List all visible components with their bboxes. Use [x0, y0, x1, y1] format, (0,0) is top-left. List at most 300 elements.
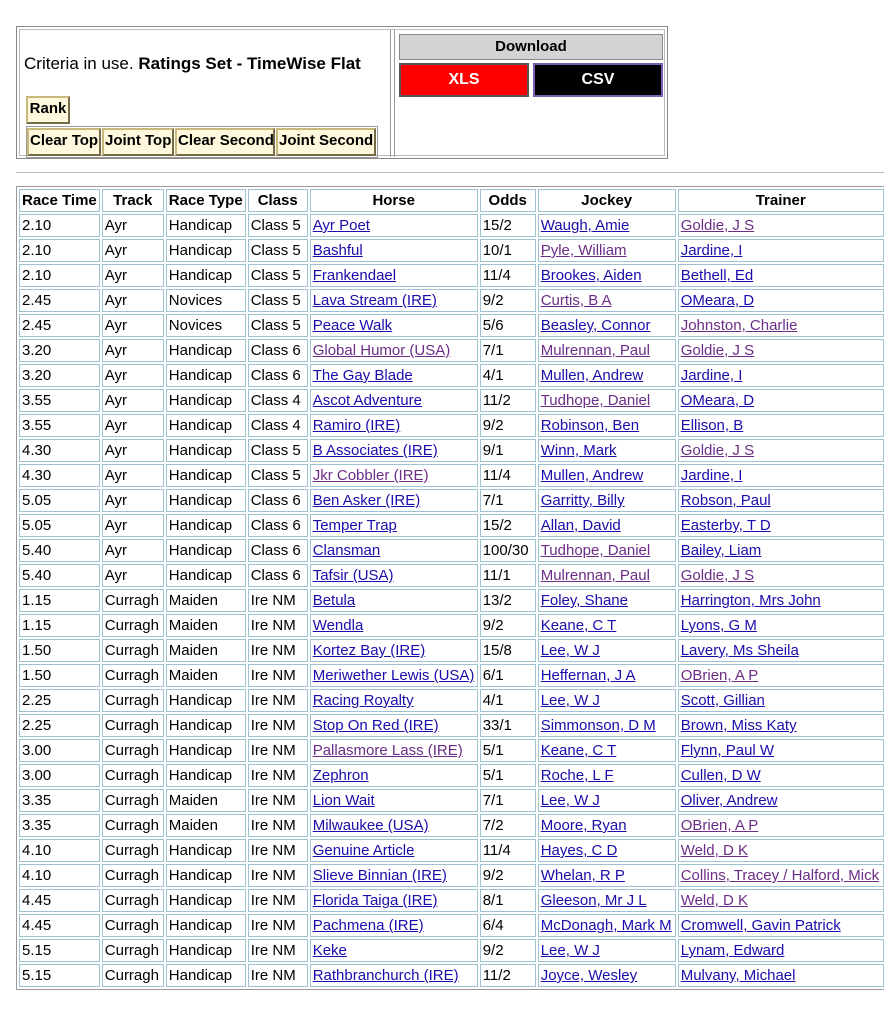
horse-cell — [310, 539, 478, 562]
trainer-cell — [678, 314, 884, 337]
table-row — [19, 939, 884, 962]
track-cell: Curragh — [102, 814, 164, 837]
trainer-link[interactable]: Goldie, J S — [680, 567, 755, 584]
race-time-cell: 3.20 — [19, 364, 100, 387]
race-time-cell: 3.20 — [19, 339, 100, 362]
header-horse[interactable]: Horse — [310, 189, 478, 212]
trainer-link[interactable]: Scott, Gillian — [680, 692, 765, 709]
jockey-cell — [538, 514, 676, 537]
race-type-cell: Maiden — [166, 639, 246, 662]
clear-second-button[interactable]: Clear Second — [175, 128, 275, 156]
class-cell: Class 6 — [248, 539, 308, 562]
odds-cell: 9/2 — [480, 289, 536, 312]
odds-cell: 33/1 — [480, 714, 536, 737]
jockey-link[interactable]: Foley, Shane — [540, 592, 628, 609]
horse-link[interactable]: Genuine Article — [312, 842, 415, 859]
horse-cell — [310, 739, 478, 762]
table-row — [19, 514, 884, 537]
jockey-link[interactable]: McDonagh, Mark M — [540, 917, 672, 934]
horse-link[interactable]: Ascot Adventure — [312, 392, 422, 409]
trainer-cell — [678, 289, 884, 312]
criteria-text — [24, 54, 361, 74]
track-cell: Curragh — [102, 664, 164, 687]
trainer-link[interactable]: Robson, Paul — [680, 492, 771, 509]
trainer-link[interactable]: Jardine, I — [680, 467, 743, 484]
class-cell: Class 6 — [248, 564, 308, 587]
header-jockey[interactable]: Jockey — [538, 189, 676, 212]
header-trainer[interactable]: Trainer — [678, 189, 884, 212]
trainer-link[interactable]: Collins, Tracey / Halford, Mick — [680, 867, 880, 884]
jockey-link[interactable]: Lee, W J — [540, 942, 600, 959]
odds-cell: 11/1 — [480, 564, 536, 587]
trainer-link[interactable]: Mulvany, Michael — [680, 967, 796, 984]
trainer-cell — [678, 714, 884, 737]
horse-link[interactable]: Zephron — [312, 767, 369, 784]
jockey-link[interactable]: Lee, W J — [540, 692, 600, 709]
race-time-cell: 4.30 — [19, 464, 100, 487]
joint-second-button[interactable]: Joint Second — [276, 128, 376, 156]
trainer-cell — [678, 914, 884, 937]
trainer-link[interactable]: Goldie, J S — [680, 217, 755, 234]
class-cell: Ire NM — [248, 889, 308, 912]
class-cell: Class 5 — [248, 289, 308, 312]
odds-cell: 11/4 — [480, 264, 536, 287]
horse-link[interactable]: Slieve Binnian (IRE) — [312, 867, 447, 884]
class-cell: Class 5 — [248, 439, 308, 462]
jockey-link[interactable]: Winn, Mark — [540, 442, 617, 459]
class-cell: Ire NM — [248, 789, 308, 812]
race-time-cell: 2.10 — [19, 214, 100, 237]
horse-link[interactable]: Keke — [312, 942, 347, 959]
race-type-cell: Handicap — [166, 914, 246, 937]
horse-cell — [310, 589, 478, 612]
class-cell: Ire NM — [248, 589, 308, 612]
jockey-link[interactable]: Pyle, William — [540, 242, 627, 259]
odds-cell: 9/2 — [480, 614, 536, 637]
jockey-link[interactable]: Waugh, Amie — [540, 217, 630, 234]
jockey-cell — [538, 864, 676, 887]
trainer-link[interactable]: Lavery, Ms Sheila — [680, 642, 799, 659]
trainer-cell — [678, 564, 884, 587]
jockey-cell — [538, 764, 676, 787]
trainer-link[interactable]: Brown, Miss Katy — [680, 717, 797, 734]
horse-link[interactable]: Pachmena (IRE) — [312, 917, 424, 934]
table-row — [19, 364, 884, 387]
trainer-cell — [678, 664, 884, 687]
class-cell: Ire NM — [248, 764, 308, 787]
trainer-cell — [678, 889, 884, 912]
horse-link[interactable]: Stop On Red (IRE) — [312, 717, 439, 734]
track-cell: Curragh — [102, 839, 164, 862]
jockey-cell — [538, 389, 676, 412]
odds-cell: 9/2 — [480, 864, 536, 887]
class-cell: Class 5 — [248, 264, 308, 287]
race-type-cell: Handicap — [166, 489, 246, 512]
class-cell: Ire NM — [248, 964, 308, 987]
table-row — [19, 664, 884, 687]
horse-cell — [310, 839, 478, 862]
class-cell: Class 4 — [248, 389, 308, 412]
horse-cell — [310, 714, 478, 737]
race-time-cell: 3.00 — [19, 739, 100, 762]
jockey-link[interactable]: Moore, Ryan — [540, 817, 627, 834]
jockey-link[interactable]: Lee, W J — [540, 642, 600, 659]
class-cell: Ire NM — [248, 664, 308, 687]
race-time-cell: 4.30 — [19, 439, 100, 462]
race-type-cell: Handicap — [166, 464, 246, 487]
jockey-cell — [538, 539, 676, 562]
horse-cell — [310, 314, 478, 337]
race-type-cell: Handicap — [166, 839, 246, 862]
race-type-cell: Handicap — [166, 339, 246, 362]
jockey-cell — [538, 839, 676, 862]
odds-cell: 13/2 — [480, 589, 536, 612]
race-time-cell: 1.15 — [19, 614, 100, 637]
jockey-link[interactable]: Hayes, C D — [540, 842, 618, 859]
trainer-cell — [678, 839, 884, 862]
table-row — [19, 289, 884, 312]
trainer-link[interactable]: Jardine, I — [680, 367, 743, 384]
odds-cell: 15/2 — [480, 514, 536, 537]
class-cell: Ire NM — [248, 739, 308, 762]
horse-cell — [310, 414, 478, 437]
panel-inner — [19, 29, 665, 156]
track-cell: Curragh — [102, 964, 164, 987]
jockey-link[interactable]: Mullen, Andrew — [540, 467, 644, 484]
horse-link[interactable]: Ramiro (IRE) — [312, 417, 401, 434]
header-class[interactable]: Class — [248, 189, 308, 212]
track-cell: Curragh — [102, 939, 164, 962]
horse-link[interactable]: B Associates (IRE) — [312, 442, 438, 459]
race-type-cell: Handicap — [166, 564, 246, 587]
table-row — [19, 864, 884, 887]
divider — [16, 172, 884, 173]
odds-cell: 6/4 — [480, 914, 536, 937]
horse-cell — [310, 364, 478, 387]
xls-download-button[interactable]: XLS — [399, 63, 529, 97]
odds-cell: 11/4 — [480, 464, 536, 487]
horse-link[interactable]: Rathbranchurch (IRE) — [312, 967, 459, 984]
track-cell: Curragh — [102, 689, 164, 712]
horse-cell — [310, 289, 478, 312]
jockey-link[interactable]: Heffernan, J A — [540, 667, 636, 684]
table-row — [19, 889, 884, 912]
jockey-link[interactable]: Brookes, Aiden — [540, 267, 642, 284]
jockey-link[interactable]: Roche, L F — [540, 767, 614, 784]
horse-link[interactable]: Peace Walk — [312, 317, 393, 334]
jockey-link[interactable]: Simmonson, D M — [540, 717, 656, 734]
race-time-cell: 4.10 — [19, 864, 100, 887]
jockey-link[interactable]: Mulrennan, Paul — [540, 342, 650, 359]
class-cell: Ire NM — [248, 839, 308, 862]
class-cell: Ire NM — [248, 714, 308, 737]
horse-link[interactable]: The Gay Blade — [312, 367, 413, 384]
class-cell: Class 6 — [248, 364, 308, 387]
jockey-link[interactable]: Keane, C T — [540, 617, 617, 634]
class-cell: Ire NM — [248, 814, 308, 837]
race-time-cell: 5.40 — [19, 539, 100, 562]
race-time-cell: 5.15 — [19, 964, 100, 987]
trainer-link[interactable]: Johnston, Charlie — [680, 317, 798, 334]
race-type-cell: Maiden — [166, 589, 246, 612]
race-time-cell: 4.10 — [19, 839, 100, 862]
race-type-cell: Maiden — [166, 664, 246, 687]
horse-link[interactable]: Racing Royalty — [312, 692, 414, 709]
horse-cell — [310, 764, 478, 787]
trainer-cell — [678, 489, 884, 512]
trainer-link[interactable]: Ellison, B — [680, 417, 744, 434]
csv-download-button[interactable]: CSV — [533, 63, 663, 97]
horse-link[interactable]: Kortez Bay (IRE) — [312, 642, 426, 659]
trainer-cell — [678, 539, 884, 562]
criteria-download-panel — [16, 26, 668, 159]
header-race-time[interactable]: Race Time — [19, 189, 100, 212]
track-cell: Ayr — [102, 464, 164, 487]
race-type-cell: Handicap — [166, 439, 246, 462]
horse-link[interactable]: Ayr Poet — [312, 217, 370, 234]
horse-link[interactable]: Jkr Cobbler (IRE) — [312, 467, 429, 484]
horse-cell — [310, 264, 478, 287]
trainer-link[interactable]: OMeara, D — [680, 292, 755, 309]
horse-cell — [310, 964, 478, 987]
jockey-link[interactable]: Tudhope, Daniel — [540, 392, 651, 409]
race-time-cell: 2.10 — [19, 239, 100, 262]
horse-link[interactable]: Bashful — [312, 242, 363, 259]
table-row — [19, 214, 884, 237]
jockey-cell — [538, 239, 676, 262]
horse-link[interactable]: Milwaukee (USA) — [312, 817, 429, 834]
jockey-cell — [538, 789, 676, 812]
trainer-cell — [678, 814, 884, 837]
class-cell: Class 6 — [248, 489, 308, 512]
trainer-link[interactable]: Bailey, Liam — [680, 542, 762, 559]
trainer-link[interactable]: OMeara, D — [680, 392, 755, 409]
race-time-cell: 1.50 — [19, 639, 100, 662]
trainer-cell — [678, 389, 884, 412]
track-cell: Curragh — [102, 589, 164, 612]
horse-link[interactable]: Wendla — [312, 617, 364, 634]
jockey-link[interactable]: Curtis, B A — [540, 292, 612, 309]
trainer-link[interactable]: Bethell, Ed — [680, 267, 754, 284]
trainer-link[interactable]: OBrien, A P — [680, 667, 759, 684]
odds-cell: 15/2 — [480, 214, 536, 237]
race-time-cell: 4.45 — [19, 889, 100, 912]
race-time-cell: 2.25 — [19, 714, 100, 737]
criteria-cell — [20, 30, 391, 157]
class-cell: Class 6 — [248, 339, 308, 362]
horse-link[interactable]: Frankendael — [312, 267, 397, 284]
trainer-cell — [678, 614, 884, 637]
odds-cell: 15/8 — [480, 639, 536, 662]
table-row — [19, 714, 884, 737]
horse-cell — [310, 389, 478, 412]
header-race-type[interactable]: Race Type — [166, 189, 246, 212]
trainer-link[interactable]: Lyons, G M — [680, 617, 757, 634]
race-type-cell: Handicap — [166, 739, 246, 762]
table-row — [19, 914, 884, 937]
race-type-cell: Maiden — [166, 789, 246, 812]
odds-cell: 4/1 — [480, 689, 536, 712]
trainer-cell — [678, 464, 884, 487]
jockey-link[interactable]: Lee, W J — [540, 792, 600, 809]
race-time-cell: 4.45 — [19, 914, 100, 937]
jockey-cell — [538, 689, 676, 712]
odds-cell: 4/1 — [480, 364, 536, 387]
horse-cell — [310, 689, 478, 712]
odds-cell: 10/1 — [480, 239, 536, 262]
horse-link[interactable]: Lion Wait — [312, 792, 375, 809]
track-cell: Ayr — [102, 239, 164, 262]
table-row — [19, 489, 884, 512]
table-row — [19, 964, 884, 987]
trainer-cell — [678, 639, 884, 662]
horse-link[interactable]: Tafsir (USA) — [312, 567, 394, 584]
race-type-cell: Handicap — [166, 939, 246, 962]
trainer-link[interactable]: Weld, D K — [680, 842, 748, 859]
trainer-cell — [678, 514, 884, 537]
trainer-link[interactable]: Cullen, D W — [680, 767, 761, 784]
odds-cell: 9/2 — [480, 414, 536, 437]
horse-cell — [310, 214, 478, 237]
horse-cell — [310, 914, 478, 937]
race-time-cell: 3.55 — [19, 414, 100, 437]
jockey-cell — [538, 714, 676, 737]
race-time-cell: 3.00 — [19, 764, 100, 787]
race-type-cell: Handicap — [166, 389, 246, 412]
rank-button[interactable]: Rank — [26, 96, 70, 124]
jockey-cell — [538, 564, 676, 587]
odds-cell: 9/2 — [480, 939, 536, 962]
jockey-link[interactable]: Beasley, Connor — [540, 317, 651, 334]
jockey-cell — [538, 439, 676, 462]
jockey-link[interactable]: Tudhope, Daniel — [540, 542, 651, 559]
trainer-cell — [678, 864, 884, 887]
jockey-cell — [538, 664, 676, 687]
table-row — [19, 614, 884, 637]
track-cell: Ayr — [102, 364, 164, 387]
trainer-link[interactable]: Harrington, Mrs John — [680, 592, 821, 609]
race-time-cell: 1.50 — [19, 664, 100, 687]
race-time-cell: 2.10 — [19, 264, 100, 287]
joint-top-button[interactable]: Joint Top — [102, 128, 174, 156]
odds-cell: 11/2 — [480, 964, 536, 987]
jockey-link[interactable]: Allan, David — [540, 517, 621, 534]
horse-link[interactable]: Betula — [312, 592, 356, 609]
trainer-link[interactable]: Lynam, Edward — [680, 942, 785, 959]
jockey-link[interactable]: Keane, C T — [540, 742, 617, 759]
horse-cell — [310, 814, 478, 837]
track-cell: Ayr — [102, 489, 164, 512]
jockey-cell — [538, 339, 676, 362]
race-type-cell: Handicap — [166, 714, 246, 737]
trainer-link[interactable]: OBrien, A P — [680, 817, 759, 834]
class-cell: Ire NM — [248, 614, 308, 637]
track-cell: Ayr — [102, 214, 164, 237]
trainer-link[interactable]: Goldie, J S — [680, 442, 755, 459]
jockey-cell — [538, 964, 676, 987]
trainer-link[interactable]: Cromwell, Gavin Patrick — [680, 917, 841, 934]
trainer-link[interactable]: Oliver, Andrew — [680, 792, 778, 809]
horse-link[interactable]: Lava Stream (IRE) — [312, 292, 437, 309]
jockey-link[interactable]: Robinson, Ben — [540, 417, 640, 434]
trainer-link[interactable]: Weld, D K — [680, 892, 748, 909]
race-time-cell: 2.45 — [19, 314, 100, 337]
jockey-cell — [538, 814, 676, 837]
horse-link[interactable]: Florida Taiga (IRE) — [312, 892, 438, 909]
trainer-link[interactable]: Goldie, J S — [680, 342, 755, 359]
results-table-body — [19, 214, 884, 987]
jockey-cell — [538, 939, 676, 962]
horse-link[interactable]: Pallasmore Lass (IRE) — [312, 742, 463, 759]
horse-link[interactable]: Meriwether Lewis (USA) — [312, 667, 475, 684]
trainer-cell — [678, 239, 884, 262]
class-cell: Class 5 — [248, 239, 308, 262]
track-cell: Ayr — [102, 339, 164, 362]
trainer-cell — [678, 589, 884, 612]
class-cell: Class 5 — [248, 214, 308, 237]
download-cell — [394, 30, 667, 157]
header-track[interactable]: Track — [102, 189, 164, 212]
trainer-link[interactable]: Jardine, I — [680, 242, 743, 259]
horse-cell — [310, 564, 478, 587]
jockey-link[interactable]: Joyce, Wesley — [540, 967, 638, 984]
jockey-link[interactable]: Gleeson, Mr J L — [540, 892, 647, 909]
table-row — [19, 464, 884, 487]
track-cell: Curragh — [102, 739, 164, 762]
class-cell: Ire NM — [248, 864, 308, 887]
track-cell: Curragh — [102, 714, 164, 737]
jockey-cell — [538, 889, 676, 912]
race-type-cell: Handicap — [166, 414, 246, 437]
horse-cell — [310, 439, 478, 462]
race-time-cell: 3.35 — [19, 814, 100, 837]
trainer-link[interactable]: Easterby, T D — [680, 517, 771, 534]
odds-cell: 100/30 — [480, 539, 536, 562]
horse-link[interactable]: Ben Asker (IRE) — [312, 492, 421, 509]
class-cell: Class 5 — [248, 464, 308, 487]
race-type-cell: Handicap — [166, 364, 246, 387]
ratings-set-label: Ratings Set - TimeWise Flat — [138, 54, 361, 73]
trainer-cell — [678, 739, 884, 762]
race-time-cell: 5.40 — [19, 564, 100, 587]
horse-link[interactable]: Global Humor (USA) — [312, 342, 451, 359]
race-type-cell: Handicap — [166, 214, 246, 237]
horse-link[interactable]: Temper Trap — [312, 517, 397, 534]
odds-cell: 7/1 — [480, 789, 536, 812]
horse-cell — [310, 239, 478, 262]
download-title: Download — [399, 34, 663, 60]
jockey-cell — [538, 739, 676, 762]
trainer-cell — [678, 789, 884, 812]
jockey-link[interactable]: Mullen, Andrew — [540, 367, 644, 384]
race-type-cell: Handicap — [166, 264, 246, 287]
trainer-cell — [678, 964, 884, 987]
jockey-link[interactable]: Garritty, Billy — [540, 492, 625, 509]
table-row — [19, 314, 884, 337]
horse-cell — [310, 614, 478, 637]
jockey-link[interactable]: Mulrennan, Paul — [540, 567, 650, 584]
header-odds[interactable]: Odds — [480, 189, 536, 212]
horse-cell — [310, 639, 478, 662]
clear-top-button[interactable]: Clear Top — [27, 128, 101, 156]
class-cell: Ire NM — [248, 639, 308, 662]
odds-cell: 5/1 — [480, 739, 536, 762]
trainer-link[interactable]: Flynn, Paul W — [680, 742, 775, 759]
jockey-cell — [538, 914, 676, 937]
horse-cell — [310, 664, 478, 687]
jockey-link[interactable]: Whelan, R P — [540, 867, 625, 884]
horse-link[interactable]: Clansman — [312, 542, 381, 559]
